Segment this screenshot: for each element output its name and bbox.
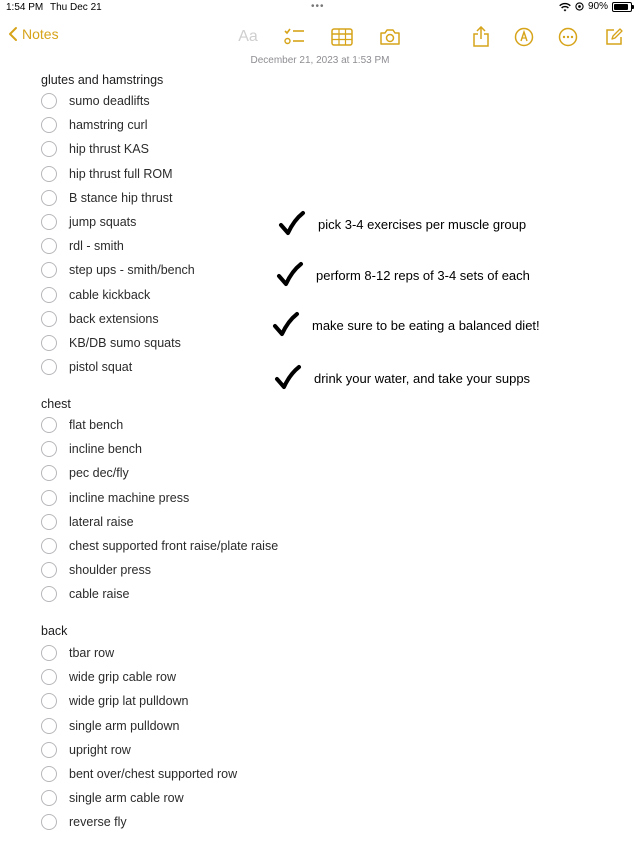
handwritten-tip (278, 210, 526, 238)
checkbox-circle-icon[interactable] (41, 287, 57, 303)
checkbox-circle-icon[interactable] (41, 645, 57, 661)
compose-icon (604, 27, 624, 47)
checklist-icon (284, 27, 306, 47)
checklist-item (41, 213, 136, 231)
checklist-item-label: rdl - smith (69, 239, 124, 254)
checkbox-circle-icon[interactable] (41, 190, 57, 206)
checkbox-circle-icon[interactable] (41, 669, 57, 685)
camera-icon (379, 28, 401, 46)
checklist-item-label: pistol squat (69, 360, 133, 375)
checkbox-circle-icon[interactable] (41, 93, 57, 109)
checklist-item-label: bent over/chest supported row (69, 767, 238, 781)
tip-text: pick 3-4 exercises per muscle group (318, 216, 527, 232)
status-right (559, 1, 632, 12)
note-timestamp: December 21, 2023 at 1:53 PM (250, 55, 390, 66)
checklist-item-label: sumo deadlifts (69, 94, 150, 108)
checkbox-circle-icon[interactable] (41, 693, 57, 709)
checkbox-circle-icon[interactable] (41, 766, 57, 782)
checkbox-circle-icon[interactable] (41, 742, 57, 758)
checkbox-circle-icon[interactable] (41, 790, 57, 806)
checklist-item-label: incline bench (69, 442, 142, 457)
handwritten-tip (274, 364, 530, 392)
multitasking-dots-icon[interactable]: ••• (311, 1, 325, 12)
checklist-item (41, 789, 184, 807)
checklist-item-label: incline machine press (69, 490, 190, 505)
checklist-item-label: flat bench (69, 418, 124, 432)
checklist-item-label: wide grip lat pulldown (69, 694, 189, 709)
checklist-item-label: tbar row (69, 646, 115, 660)
checklist-item-label: back extensions (69, 311, 159, 326)
checklist-item (41, 489, 189, 507)
checkbox-circle-icon[interactable] (41, 514, 57, 530)
checkbox-circle-icon[interactable] (41, 465, 57, 481)
back-button[interactable] (8, 26, 59, 42)
checklist-item-label: reverse fly (69, 815, 127, 830)
handwritten-tip (272, 311, 540, 339)
checklist-item-label: single arm cable row (69, 791, 184, 806)
checkbox-circle-icon[interactable] (41, 141, 57, 157)
checkmark-icon (274, 364, 302, 392)
battery-percent: 90% (587, 1, 608, 12)
checklist-item (41, 165, 173, 183)
checklist-item-label: cable raise (69, 587, 130, 602)
checklist-item (41, 668, 176, 686)
compose-button[interactable] (603, 26, 625, 48)
section-title: glutes and hamstrings (41, 73, 164, 87)
status-bar (0, 0, 640, 16)
checkbox-circle-icon[interactable] (41, 417, 57, 433)
checkbox-circle-icon[interactable] (41, 214, 57, 230)
checklist-item (41, 537, 278, 555)
checklist-item-label: jump squats (69, 215, 137, 229)
checkbox-circle-icon[interactable] (41, 359, 57, 375)
checklist-item (41, 644, 114, 662)
checkbox-circle-icon[interactable] (41, 718, 57, 734)
tip-text: perform 8-12 reps of 3-4 sets of each (316, 267, 530, 283)
location-lock-icon (575, 2, 584, 11)
checklist-item-label: lateral raise (69, 514, 134, 529)
section-title: back (41, 624, 68, 638)
camera-button[interactable] (379, 26, 401, 48)
checklist-item (41, 416, 123, 434)
checkbox-circle-icon[interactable] (41, 562, 57, 578)
checkbox-circle-icon[interactable] (41, 814, 57, 830)
checklist-item (41, 286, 150, 304)
checklist-item-label: hamstring curl (69, 118, 148, 133)
toolbar (0, 18, 640, 54)
checkbox-circle-icon[interactable] (41, 538, 57, 554)
wifi-icon (559, 2, 571, 12)
checkmark-icon (272, 311, 300, 339)
checklist-item (41, 585, 129, 603)
checkmark-icon (276, 261, 304, 289)
markup-pen-icon (514, 27, 534, 47)
checkbox-circle-icon[interactable] (41, 586, 57, 602)
status-time: 1:54 PM (6, 2, 44, 13)
checklist-item (41, 92, 150, 110)
handwritten-tip (276, 261, 530, 289)
share-icon (472, 26, 490, 48)
checklist-item-label: hip thrust KAS (69, 142, 149, 157)
checklist-item (41, 464, 129, 482)
checklist-item-label: chest supported front raise/plate raise (69, 539, 279, 553)
markup-button[interactable] (513, 26, 535, 48)
checklist-item (41, 513, 134, 531)
checklist-item-label: step ups - smith/bench (69, 263, 195, 278)
checklist-item-label: hip thrust full ROM (69, 166, 173, 181)
more-button[interactable] (557, 26, 579, 48)
checklist-item-label: wide grip cable row (69, 670, 176, 685)
checklist-item-label: pec dec/fly (69, 466, 129, 481)
checklist-item (41, 765, 237, 783)
checklist-item (41, 561, 151, 579)
table-icon (331, 28, 353, 46)
checkbox-circle-icon[interactable] (41, 238, 57, 254)
checkbox-circle-icon[interactable] (41, 441, 57, 457)
checklist-item (41, 140, 149, 158)
checklist-item-label: single arm pulldown (69, 718, 180, 733)
checklist-item (41, 310, 159, 328)
checklist-item (41, 116, 148, 134)
checkbox-circle-icon[interactable] (41, 117, 57, 133)
checklist-item (41, 440, 142, 458)
checkbox-circle-icon[interactable] (41, 262, 57, 278)
checkbox-circle-icon[interactable] (41, 166, 57, 182)
checklist-item (41, 358, 132, 376)
checklist-button[interactable] (284, 26, 306, 48)
checklist-item-label: B stance hip thrust (69, 190, 173, 205)
back-label: Notes (22, 26, 59, 42)
checklist-item (41, 189, 173, 207)
checklist-item (41, 717, 179, 735)
checkbox-circle-icon[interactable] (41, 311, 57, 327)
share-button[interactable] (470, 26, 492, 48)
checklist-item-label: upright row (69, 742, 131, 757)
tip-text: make sure to be eating a balanced diet! (312, 317, 540, 333)
checklist-item (41, 813, 127, 831)
checklist-item-label: cable kickback (69, 287, 151, 302)
checklist-item (41, 261, 195, 279)
checklist-item (41, 334, 181, 352)
battery-icon (612, 2, 632, 12)
checklist-item (41, 741, 131, 759)
checkbox-circle-icon[interactable] (41, 335, 57, 351)
more-ellipsis-icon (558, 27, 578, 47)
chevron-left-icon (8, 26, 18, 42)
table-button[interactable] (331, 26, 353, 48)
checkbox-circle-icon[interactable] (41, 490, 57, 506)
checklist-item-label: shoulder press (69, 563, 151, 578)
checklist-item (41, 692, 189, 710)
tip-text: drink your water, and take your supps (314, 370, 531, 386)
section-title: chest (41, 397, 71, 411)
checklist-item (41, 237, 124, 255)
format-text-icon: Aa (238, 28, 258, 45)
status-date: Thu Dec 21 (50, 2, 102, 13)
checklist-item-label: KB/DB sumo squats (69, 336, 181, 350)
checkmark-icon (278, 210, 306, 238)
format-text-button[interactable] (237, 26, 259, 48)
